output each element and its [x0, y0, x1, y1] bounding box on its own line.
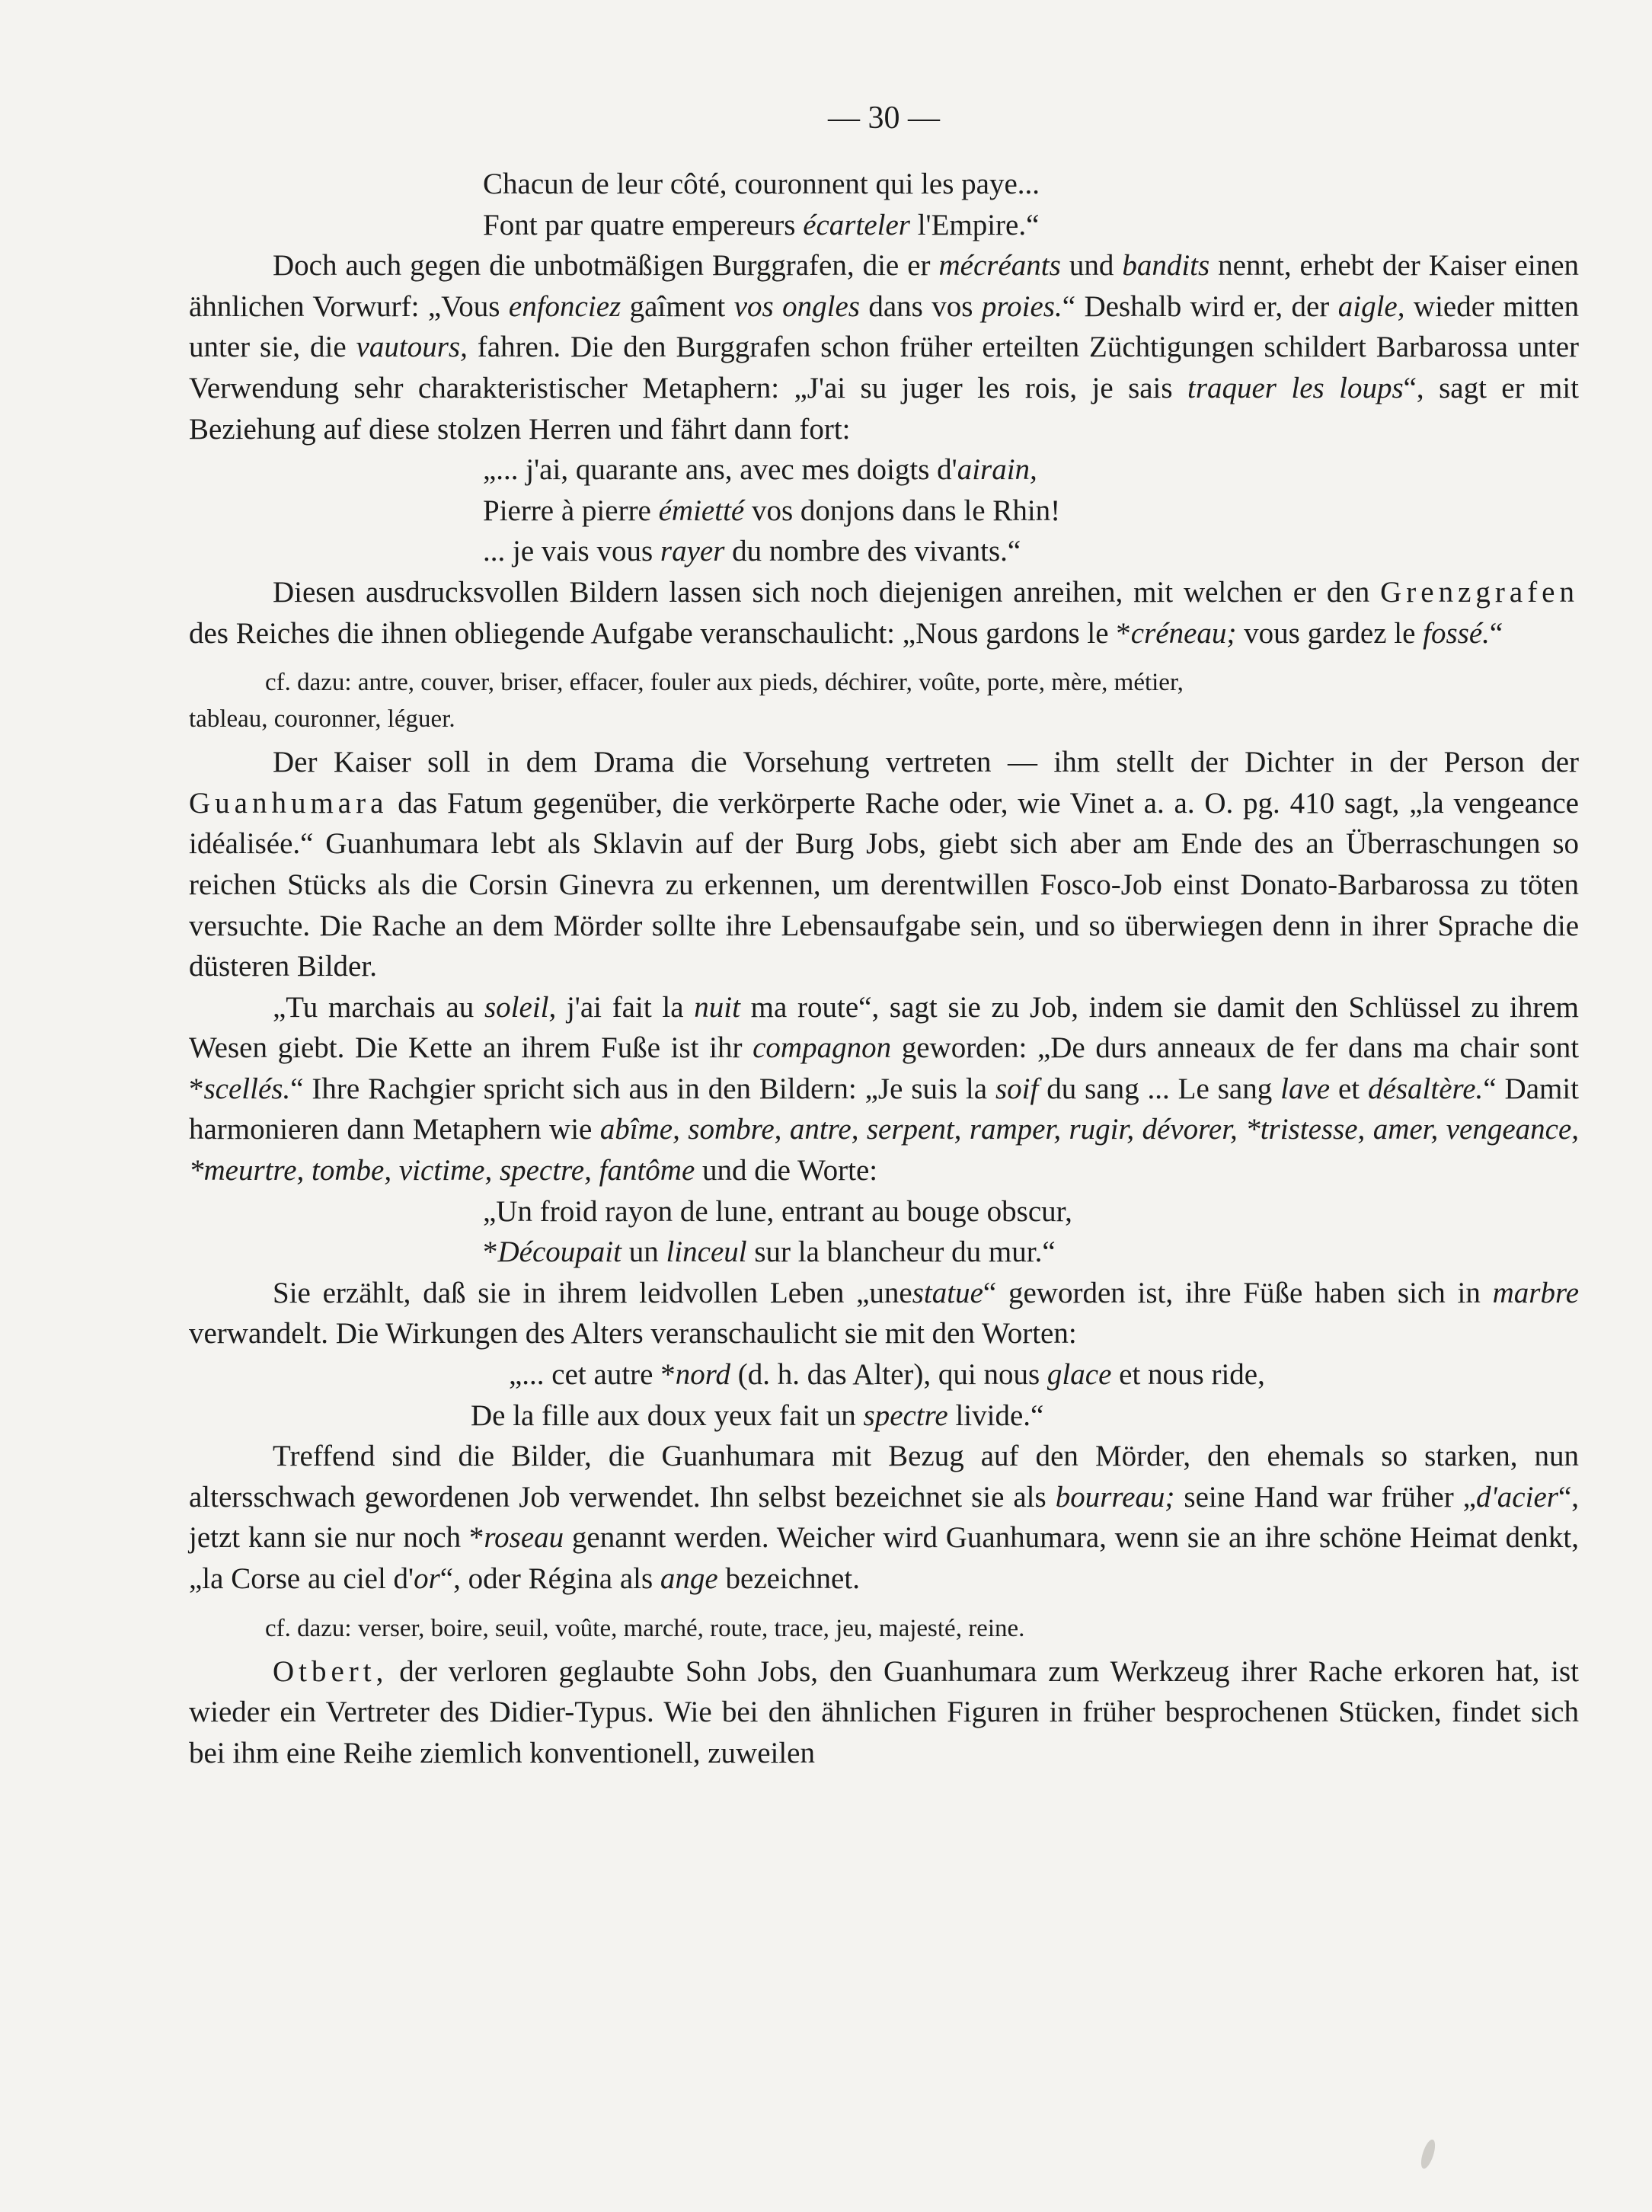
- verse-line: Font par quatre empereurs écarteler l'Empire.“: [483, 208, 1040, 241]
- page-body: [189, 95, 1579, 1773]
- ink-smudge: [1418, 2138, 1438, 2170]
- footnote-cf: cf. dazu: antre, couver, briser, effacer, fouler aux pieds, déchirer, voûte, porte, mère, métier, tableau, couronner, léguer.: [189, 669, 1184, 734]
- verse-line: ... je vais vous rayer du nombre des vivants.“: [483, 535, 1021, 568]
- footnote-cf: cf. dazu: verser, boire, seuil, voûte, marché, route, trace, jeu, majesté, reine.: [265, 1614, 1025, 1642]
- verse-line: De la fille aux doux yeux fait un spectre livide.“: [471, 1398, 1044, 1432]
- paragraph: Otbert, der verloren geglaubte Sohn Jobs, den Guanhumara zum Werkzeug ihrer Rache erkoren hat, ist wieder ein Vertreter des Didier-Typus. Wie bei den ähnlichen Figuren in früher besprochenen Stücken, findet sich bei ihm eine Reihe ziemlich konventionell, zuweilen: [189, 1654, 1579, 1769]
- page-number: — 30 —: [828, 101, 940, 136]
- paragraph: Sie erzählt, daß sie in ihrem leidvollen Leben „unestatue“ geworden ist, ihre Füße haben sich in marbre verwandelt. Die Wirkungen des Alters veranschaulicht sie mit den Worten:: [189, 1276, 1580, 1351]
- verse-line: „... j'ai, quarante ans, avec mes doigts d'airain,: [483, 453, 1037, 487]
- verse-line: Pierre à pierre émietté vos donjons dans le Rhin!: [483, 494, 1061, 527]
- paragraph: Doch auch gegen die unbotmäßigen Burggrafen, die er mécréants und bandits nennt, erhebt der Kaiser einen ähnlichen Vorwurf: „Vous enfonciez gaîment vos ongles dans vos proies.“ Deshalb wird er, der aigle, wieder mitten unter sie, die vautours, fahren. Die den Burggrafen schon früher erteilten Züchtigungen schildert Barbarossa unter Verwendung sehr charakteristischer Metaphern: „J'ai su juger les rois, je sais traquer les loups“, sagt er mit Beziehung auf diese stolzen Herren und fährt dann fort:: [189, 249, 1580, 446]
- verse-line: *Découpait un linceul sur la blancheur du mur.“: [483, 1235, 1056, 1269]
- verse-line: Chacun de leur côté, couronnent qui les paye...: [483, 168, 1040, 200]
- verse-line: „... cet autre *nord (d. h. das Alter), qui nous glace et nous ride,: [509, 1358, 1265, 1392]
- paragraph: Der Kaiser soll in dem Drama die Vorsehung vertreten — ihm stellt der Dichter in der Person der Guanhumara das Fatum gegenüber, die verkörperte Rache oder, wie Vinet a. a. O. pg. 410 sagt, „la vengeance idéalisée.“ Guanhumara lebt als Sklavin auf der Burg Jobs, giebt sich aber am Ende des an Überraschungen so reichen Stücks als die Corsin Ginevra zu erkennen, um derentwillen Fosco-Job einst Donato-Barbarossa zu töten versuchte. Die Rache an dem Mörder sollte ihre Lebensaufgabe sein, und so überwiegen denn in ihrer Sprache die düsteren Bilder.: [189, 746, 1579, 983]
- paragraph: Diesen ausdrucksvollen Bildern lassen sich noch diejenigen anreihen, mit welchen er den Grenzgrafen des Reiches die ihnen obliegende Aufgabe veranschaulicht: „Nous gardons le *créneau; vous gardez le fossé.“: [189, 575, 1579, 650]
- verse-line: „Un froid rayon de lune, entrant au bouge obscur,: [483, 1194, 1072, 1228]
- paragraph: „Tu marchais au soleil, j'ai fait la nuit ma route“, sagt sie zu Job, indem sie damit den Schlüssel zu ihrem Wesen giebt. Die Kette an ihrem Fuße ist ihr compagnon geworden: „De durs anneaux de fer dans ma chair sont *scellés.“ Ihre Rachgier spricht sich aus in den Bildern: „Je suis la soif du sang ... Le sang lave et désaltère.“ Damit harmonieren dann Metaphern wie abîme, sombre, antre, serpent, ramper, rugir, dévorer, *tristesse, amer, vengeance, *meurtre, tombe, victime, spectre, fantôme und die Worte:: [189, 990, 1580, 1188]
- paragraph: Treffend sind die Bilder, die Guanhumara mit Bezug auf den Mörder, den ehemals so starken, nun altersschwach gewordenen Job verwendet. Ihn selbst bezeichnet sie als bourreau; seine Hand war früher „d'acier“, jetzt kann sie nur noch *roseau genannt werden. Weicher wird Guanhumara, wenn sie an ihre schöne Heimat denkt, „la Corse au ciel d'or“, oder Régina als ange bezeichnet.: [189, 1440, 1580, 1595]
